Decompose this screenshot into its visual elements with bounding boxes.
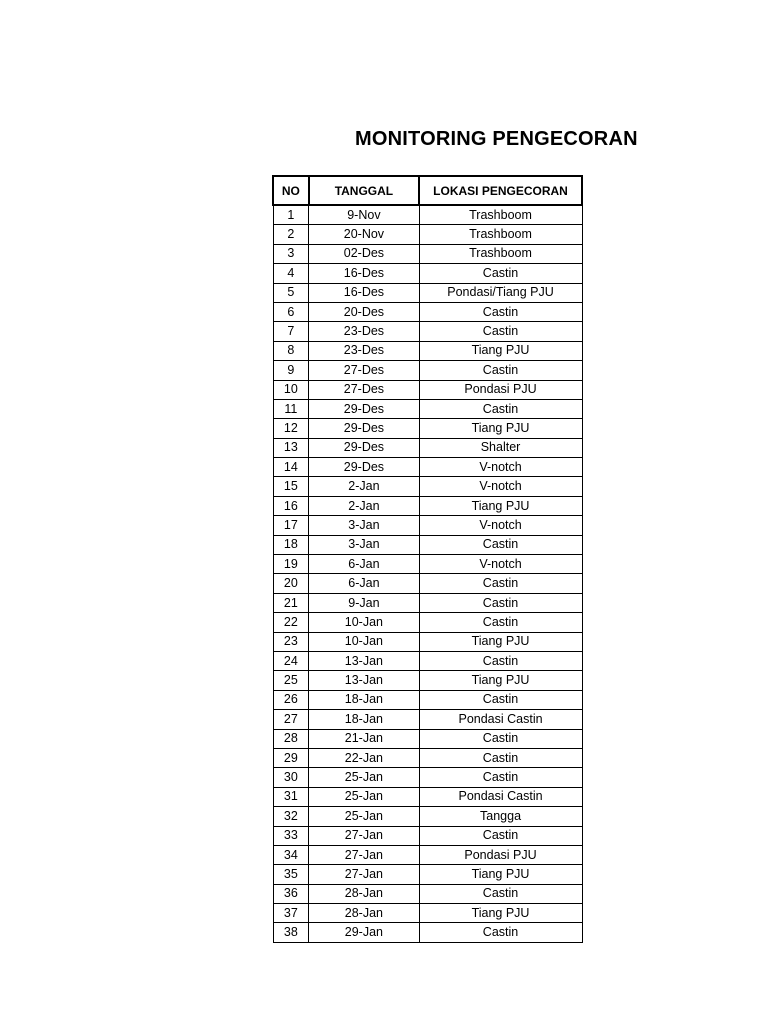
- cell-lokasi: V-notch: [419, 516, 582, 535]
- cell-no: 30: [273, 768, 309, 787]
- table-row: [273, 690, 582, 709]
- table-row: [273, 302, 582, 321]
- cell-tanggal: 27-Jan: [309, 826, 419, 845]
- cell-tanggal: 27-Des: [309, 361, 419, 380]
- cell-tanggal: 18-Jan: [309, 710, 419, 729]
- monitoring-table: [272, 175, 583, 943]
- cell-no: 27: [273, 710, 309, 729]
- table-row: [273, 361, 582, 380]
- table-row: [273, 845, 582, 864]
- cell-no: 16: [273, 496, 309, 515]
- cell-lokasi: Pondasi Castin: [419, 787, 582, 806]
- cell-no: 11: [273, 399, 309, 418]
- table-row: [273, 438, 582, 457]
- table-row: [273, 264, 582, 283]
- table-row: [273, 613, 582, 632]
- cell-no: 32: [273, 807, 309, 826]
- cell-lokasi: Castin: [419, 748, 582, 767]
- cell-tanggal: 10-Jan: [309, 632, 419, 651]
- cell-lokasi: Castin: [419, 690, 582, 709]
- cell-no: 9: [273, 361, 309, 380]
- cell-lokasi: Castin: [419, 923, 582, 942]
- cell-lokasi: Castin: [419, 361, 582, 380]
- table-header-row: [273, 176, 582, 205]
- cell-tanggal: 2-Jan: [309, 496, 419, 515]
- cell-tanggal: 27-Jan: [309, 845, 419, 864]
- cell-tanggal: 25-Jan: [309, 787, 419, 806]
- cell-no: 8: [273, 341, 309, 360]
- cell-tanggal: 10-Jan: [309, 613, 419, 632]
- cell-lokasi: Tiang PJU: [419, 904, 582, 923]
- cell-lokasi: Trashboom: [419, 225, 582, 244]
- cell-tanggal: 23-Des: [309, 322, 419, 341]
- table-row: [273, 826, 582, 845]
- table-row: [273, 205, 582, 225]
- table-row: [273, 244, 582, 263]
- table-row: [273, 516, 582, 535]
- cell-lokasi: Pondasi/Tiang PJU: [419, 283, 582, 302]
- cell-lokasi: Trashboom: [419, 244, 582, 263]
- table-row: [273, 787, 582, 806]
- table-row: [273, 458, 582, 477]
- cell-lokasi: Shalter: [419, 438, 582, 457]
- cell-tanggal: 3-Jan: [309, 516, 419, 535]
- cell-lokasi: Tiang PJU: [419, 632, 582, 651]
- cell-no: 10: [273, 380, 309, 399]
- cell-tanggal: 3-Jan: [309, 535, 419, 554]
- table-row: [273, 884, 582, 903]
- table-row: [273, 341, 582, 360]
- cell-lokasi: Trashboom: [419, 205, 582, 225]
- cell-no: 5: [273, 283, 309, 302]
- cell-lokasi: Tiang PJU: [419, 496, 582, 515]
- cell-no: 34: [273, 845, 309, 864]
- cell-tanggal: 28-Jan: [309, 884, 419, 903]
- table-row: [273, 904, 582, 923]
- cell-lokasi: Pondasi PJU: [419, 845, 582, 864]
- table-row: [273, 807, 582, 826]
- cell-tanggal: 29-Des: [309, 458, 419, 477]
- table-row: [273, 399, 582, 418]
- cell-tanggal: 16-Des: [309, 283, 419, 302]
- cell-tanggal: 21-Jan: [309, 729, 419, 748]
- cell-tanggal: 16-Des: [309, 264, 419, 283]
- cell-no: 28: [273, 729, 309, 748]
- cell-lokasi: Tiang PJU: [419, 865, 582, 884]
- cell-tanggal: 29-Des: [309, 419, 419, 438]
- cell-no: 19: [273, 555, 309, 574]
- cell-no: 26: [273, 690, 309, 709]
- cell-no: 13: [273, 438, 309, 457]
- cell-no: 20: [273, 574, 309, 593]
- cell-tanggal: 9-Jan: [309, 593, 419, 612]
- cell-lokasi: Castin: [419, 264, 582, 283]
- cell-no: 24: [273, 651, 309, 670]
- table-row: [273, 671, 582, 690]
- cell-lokasi: Castin: [419, 613, 582, 632]
- cell-no: 22: [273, 613, 309, 632]
- table-row: [273, 632, 582, 651]
- cell-lokasi: Tiang PJU: [419, 419, 582, 438]
- table-row: [273, 225, 582, 244]
- cell-lokasi: Castin: [419, 651, 582, 670]
- cell-no: 21: [273, 593, 309, 612]
- cell-no: 4: [273, 264, 309, 283]
- cell-no: 33: [273, 826, 309, 845]
- cell-no: 38: [273, 923, 309, 942]
- cell-no: 36: [273, 884, 309, 903]
- cell-tanggal: 6-Jan: [309, 574, 419, 593]
- cell-no: 29: [273, 748, 309, 767]
- table-row: [273, 729, 582, 748]
- cell-no: 6: [273, 302, 309, 321]
- cell-lokasi: Castin: [419, 302, 582, 321]
- cell-no: 15: [273, 477, 309, 496]
- table-row: [273, 477, 582, 496]
- table-row: [273, 865, 582, 884]
- cell-no: 23: [273, 632, 309, 651]
- document-title: MONITORING PENGECORAN: [355, 128, 638, 150]
- cell-tanggal: 02-Des: [309, 244, 419, 263]
- header-no: NO: [273, 176, 309, 205]
- table-row: [273, 593, 582, 612]
- cell-tanggal: 20-Nov: [309, 225, 419, 244]
- cell-lokasi: V-notch: [419, 555, 582, 574]
- cell-lokasi: Castin: [419, 399, 582, 418]
- cell-no: 14: [273, 458, 309, 477]
- cell-tanggal: 13-Jan: [309, 651, 419, 670]
- cell-lokasi: Castin: [419, 729, 582, 748]
- table-row: [273, 710, 582, 729]
- table-row: [273, 535, 582, 554]
- cell-tanggal: 22-Jan: [309, 748, 419, 767]
- cell-no: 1: [273, 205, 309, 225]
- cell-tanggal: 27-Jan: [309, 865, 419, 884]
- cell-tanggal: 18-Jan: [309, 690, 419, 709]
- table-row: [273, 283, 582, 302]
- cell-no: 35: [273, 865, 309, 884]
- header-lokasi: LOKASI PENGECORAN: [419, 176, 582, 205]
- table-row: [273, 923, 582, 942]
- cell-tanggal: 2-Jan: [309, 477, 419, 496]
- cell-lokasi: V-notch: [419, 477, 582, 496]
- table-row: [273, 555, 582, 574]
- table-row: [273, 768, 582, 787]
- table-row: [273, 380, 582, 399]
- cell-tanggal: 13-Jan: [309, 671, 419, 690]
- cell-lokasi: V-notch: [419, 458, 582, 477]
- cell-no: 7: [273, 322, 309, 341]
- table-row: [273, 748, 582, 767]
- table-row: [273, 419, 582, 438]
- table-row: [273, 651, 582, 670]
- cell-lokasi: Castin: [419, 768, 582, 787]
- table-row: [273, 496, 582, 515]
- cell-tanggal: 29-Des: [309, 438, 419, 457]
- cell-tanggal: 27-Des: [309, 380, 419, 399]
- cell-no: 12: [273, 419, 309, 438]
- cell-tanggal: 25-Jan: [309, 807, 419, 826]
- cell-tanggal: 23-Des: [309, 341, 419, 360]
- cell-lokasi: Pondasi Castin: [419, 710, 582, 729]
- cell-lokasi: Pondasi PJU: [419, 380, 582, 399]
- cell-lokasi: Castin: [419, 322, 582, 341]
- table-row: [273, 322, 582, 341]
- cell-lokasi: Tangga: [419, 807, 582, 826]
- cell-tanggal: 25-Jan: [309, 768, 419, 787]
- cell-no: 17: [273, 516, 309, 535]
- cell-lokasi: Castin: [419, 593, 582, 612]
- cell-lokasi: Castin: [419, 535, 582, 554]
- cell-tanggal: 9-Nov: [309, 205, 419, 225]
- cell-no: 31: [273, 787, 309, 806]
- cell-lokasi: Castin: [419, 884, 582, 903]
- cell-tanggal: 29-Des: [309, 399, 419, 418]
- cell-tanggal: 20-Des: [309, 302, 419, 321]
- cell-lokasi: Castin: [419, 826, 582, 845]
- cell-tanggal: 6-Jan: [309, 555, 419, 574]
- cell-lokasi: Tiang PJU: [419, 341, 582, 360]
- cell-lokasi: Castin: [419, 574, 582, 593]
- cell-no: 37: [273, 904, 309, 923]
- table-row: [273, 574, 582, 593]
- cell-tanggal: 29-Jan: [309, 923, 419, 942]
- header-tanggal: TANGGAL: [309, 176, 419, 205]
- cell-tanggal: 28-Jan: [309, 904, 419, 923]
- cell-no: 3: [273, 244, 309, 263]
- cell-lokasi: Tiang PJU: [419, 671, 582, 690]
- cell-no: 2: [273, 225, 309, 244]
- cell-no: 25: [273, 671, 309, 690]
- cell-no: 18: [273, 535, 309, 554]
